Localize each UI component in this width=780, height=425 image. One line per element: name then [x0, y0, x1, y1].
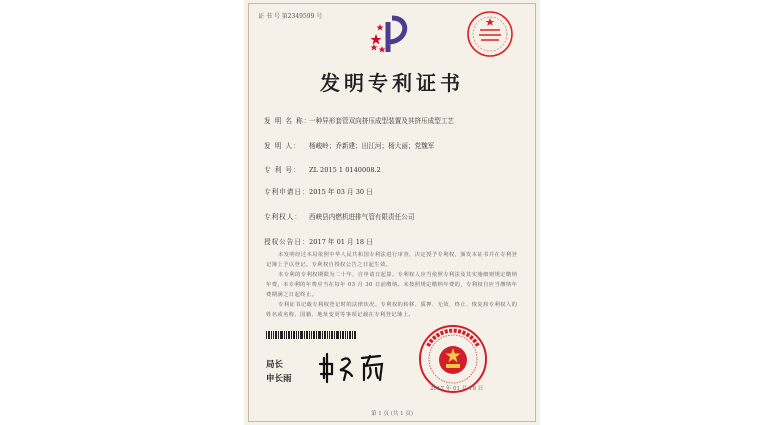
seal-date: 2017 年 01 月 18 日	[430, 386, 484, 392]
field-label: 专 利 号：	[264, 166, 301, 174]
certificate-number: 证 书 号 第2349599 号	[258, 13, 323, 20]
patent-emblem-icon	[370, 14, 414, 56]
field-grant-date	[264, 236, 373, 246]
field-label: 专利权人：	[264, 213, 302, 221]
paragraph-legal-status: 专利证书记载专利权登记时的法律状况。专利权的转移、质押、无效、终止、恢复和专利权人的姓名或名称、国籍、地址变更等事项记载在专利登记簿上。	[266, 302, 518, 318]
barcode-icon	[266, 331, 356, 339]
field-value: 西峡县内燃机进排气管有限责任公司	[309, 213, 415, 221]
field-label: 专利申请日：	[264, 188, 310, 196]
paragraph-term: 本专利的专利权期限为二十年，自申请日起算。专利权人应当依照专利法及其实施细则规定缴纳年费。本专利的年费应当在每年 03 月 30 日前缴纳。未按照规定缴纳年费的，专利权自应当缴纳年费期满之日起终止。	[266, 272, 518, 298]
field-invention-name	[264, 115, 454, 125]
field-application-date	[264, 186, 373, 196]
field-patent-number	[264, 164, 381, 174]
handwritten-signature-icon	[318, 350, 398, 384]
patent-certificate	[244, 0, 540, 425]
field-patentee	[264, 211, 415, 221]
field-inventors	[264, 140, 434, 150]
field-value: ZL 2015 1 0140008.2	[309, 166, 381, 174]
field-value: 2017 年 01 月 18 日	[309, 238, 373, 246]
official-seal-top-icon	[466, 10, 514, 58]
page-number: 第 1 页 (共 1 页)	[370, 411, 414, 417]
field-value: 杨峻岭；乔新建；田江河；杨大丽；党魏军	[309, 142, 435, 150]
officer-block	[266, 358, 292, 386]
paragraph-grant: 本发明经过本局依照中华人民共和国专利法进行审查，决定授予专利权，颁发本证书并在专利登记簿上予以登记。专利权自授权公告之日起生效。	[266, 252, 518, 268]
certificate-title: 发明专利证书	[320, 71, 464, 95]
field-label: 发 明 人：	[264, 142, 301, 150]
field-label: 授权公告日：	[264, 238, 310, 246]
field-value: 2015 年 03 月 30 日	[309, 188, 373, 196]
field-label: 发 明 名 称：	[264, 117, 312, 125]
field-value: 一种异形套管双向挤压成型装置及其挤压成型工艺	[309, 117, 455, 125]
officer-name: 申长雨	[266, 374, 292, 384]
officer-position: 局长	[266, 360, 284, 370]
